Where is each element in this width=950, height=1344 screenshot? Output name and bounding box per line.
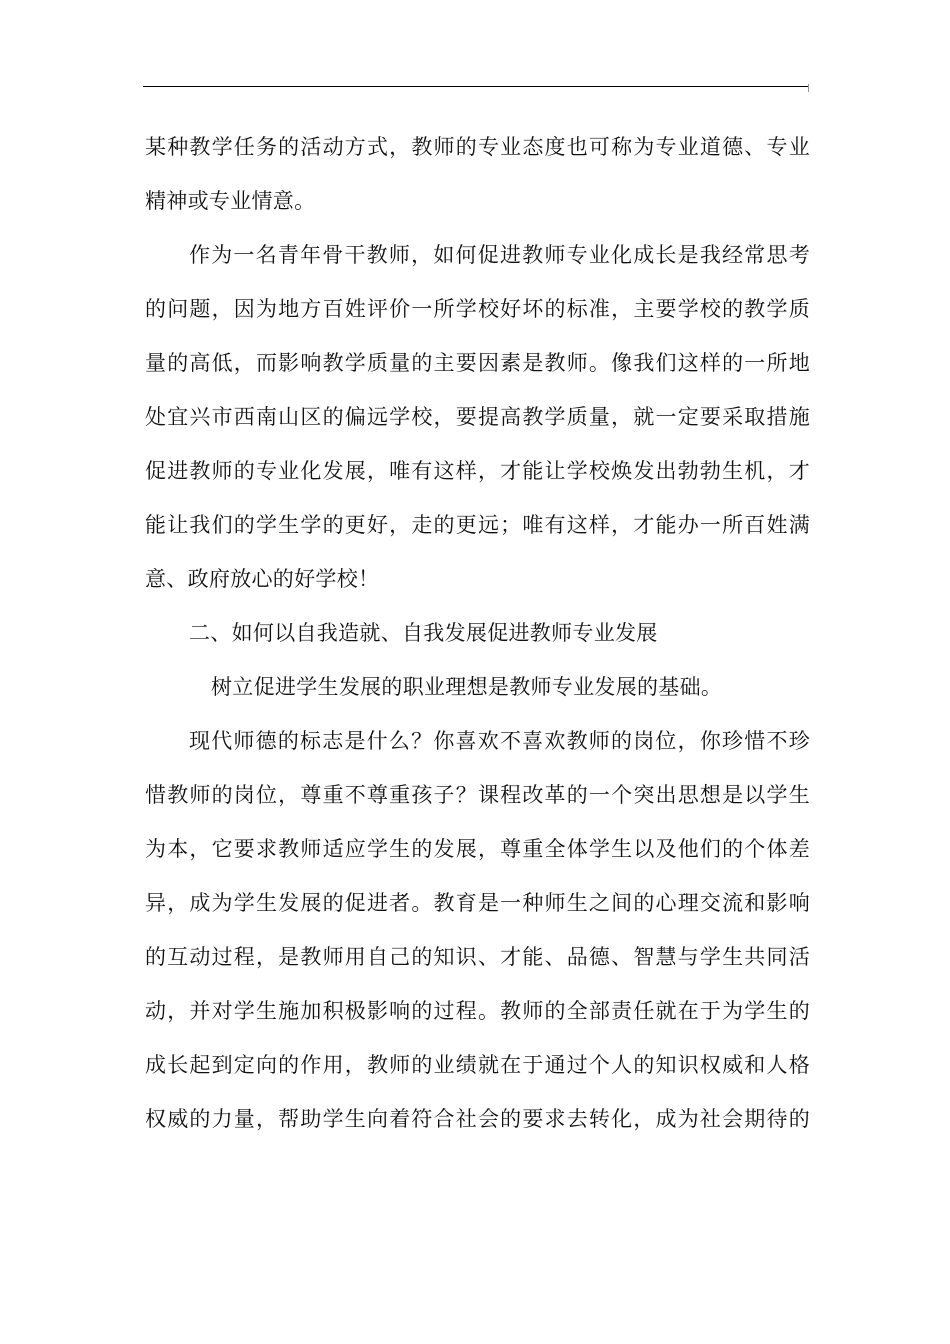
text-line: 权威的力量，帮助学生向着符合社会的要求去转化，成为社会期待的: [145, 1107, 810, 1131]
text-line: 动，并对学生施加积极影响的过程。教师的全部责任就在于为学生的: [145, 999, 810, 1023]
header-rule: [143, 86, 808, 87]
text-line: 意、政府放心的好学校！: [145, 567, 380, 591]
text-line: 惜教师的岗位，尊重不尊重孩子？课程改革的一个突出思想是以学生: [145, 783, 810, 807]
text-line: 能让我们的学生学的更好，走的更远；唯有这样，才能办一所百姓满: [145, 513, 810, 537]
text-line: 处宜兴市西南山区的偏远学校，要提高教学质量，就一定要采取措施: [145, 405, 810, 429]
text-line: 作为一名青年骨干教师，如何促进教师专业化成长是我经常思考: [189, 243, 810, 267]
text-line: 量的高低，而影响教学质量的主要因素是教师。像我们这样的一所地: [145, 351, 810, 375]
text-line: 现代师德的标志是什么？你喜欢不喜欢教师的岗位，你珍惜不珍: [189, 729, 810, 753]
subsection-heading: 树立促进学生发展的职业理想是教师专业发展的基础。: [211, 675, 723, 699]
text-line: 成长起到定向的作用，教师的业绩就在于通过个人的知识权威和人格: [145, 1053, 810, 1077]
text-line: 的问题，因为地方百姓评价一所学校好坏的标准，主要学校的教学质: [145, 297, 810, 321]
text-line: 的互动过程，是教师用自己的知识、才能、品德、智慧与学生共同活: [145, 945, 810, 969]
text-line: 为本，它要求教师适应学生的发展，尊重全体学生以及他们的个体差: [145, 837, 810, 861]
header-rule-end-mark: [808, 84, 809, 92]
text-line: 精神或专业情意。: [145, 189, 316, 213]
section-heading: 二、如何以自我造就、自我发展促进教师专业发展: [189, 621, 658, 645]
text-line: 促进教师的专业化发展，唯有这样，才能让学校焕发出勃勃生机，才: [145, 459, 810, 483]
text-line: 某种教学任务的活动方式，教师的专业态度也可称为专业道德、专业: [145, 135, 810, 159]
text-line: 异，成为学生发展的促进者。教育是一种师生之间的心理交流和影响: [145, 891, 810, 915]
body-text: [145, 120, 810, 1146]
